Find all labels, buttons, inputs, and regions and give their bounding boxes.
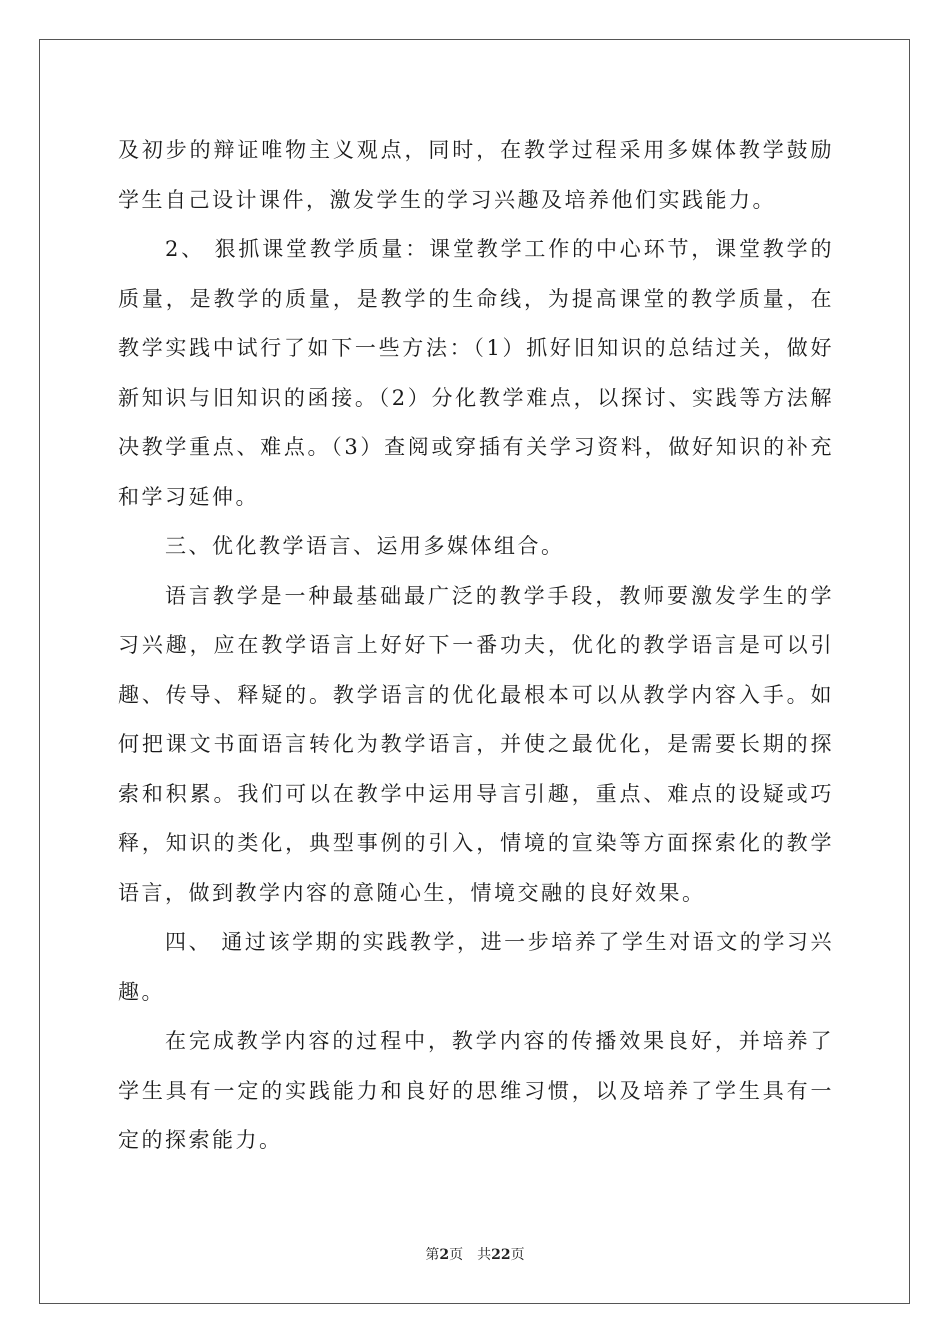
total-suffix: 页	[510, 1247, 525, 1263]
page-suffix: 页	[449, 1247, 464, 1263]
total-prefix: 共	[477, 1247, 492, 1263]
page-prefix: 第	[425, 1247, 440, 1263]
paragraph-2: 2、 狠抓课堂教学质量：课堂教学工作的中心环节，课堂教学的质量，是教学的质量，是教学的生命线，为提高课堂的教学质量，在教学实践中试行了如下一些方法：（1）抓好旧知识的总结过关，做好新知识与旧知识的函接。（2）分化教学难点，以探讨、实践等方法解决教学重点、难点。（3）查阅或穿插有关学习资料，做好知识的补充和学习延伸。	[118, 237, 834, 509]
paragraph-4: 语言教学是一种最基础最广泛的教学手段，教师要激发学生的学习兴趣，应在教学语言上好好下一番功夫，优化的教学语言是可以引趣、传导、释疑的。教学语言的优化最根本可以从教学内容入手。如何把课文书面语言转化为教学语言，并使之最优化，是需要长期的探索和积累。我们可以在教学中运用导言引趣，重点、难点的设疑或巧释，知识的类化，典型事例的引入，情境的宣染等方面探索化的教学语言，做到教学内容的意随心生，情境交融的良好效果。	[118, 583, 834, 905]
paragraph-5: 四、 通过该学期的实践教学，进一步培养了学生对语文的学习兴趣。	[118, 930, 834, 1004]
paragraph-3-heading: 三、优化教学语言、运用多媒体组合。	[165, 534, 565, 558]
page-footer	[0, 1245, 950, 1265]
paragraph-1: 及初步的辩证唯物主义观点，同时，在教学过程采用多媒体教学鼓励学生自己设计课件，激发学生的学习兴趣及培养他们实践能力。	[118, 138, 834, 212]
total-pages: 22	[491, 1247, 511, 1263]
page-number: 2	[439, 1247, 450, 1263]
paragraph-6: 在完成教学内容的过程中，教学内容的传播效果良好，并培养了学生具有一定的实践能力和良好的思维习惯，以及培养了学生具有一定的探索能力。	[118, 1029, 834, 1152]
document-body	[118, 126, 834, 1166]
